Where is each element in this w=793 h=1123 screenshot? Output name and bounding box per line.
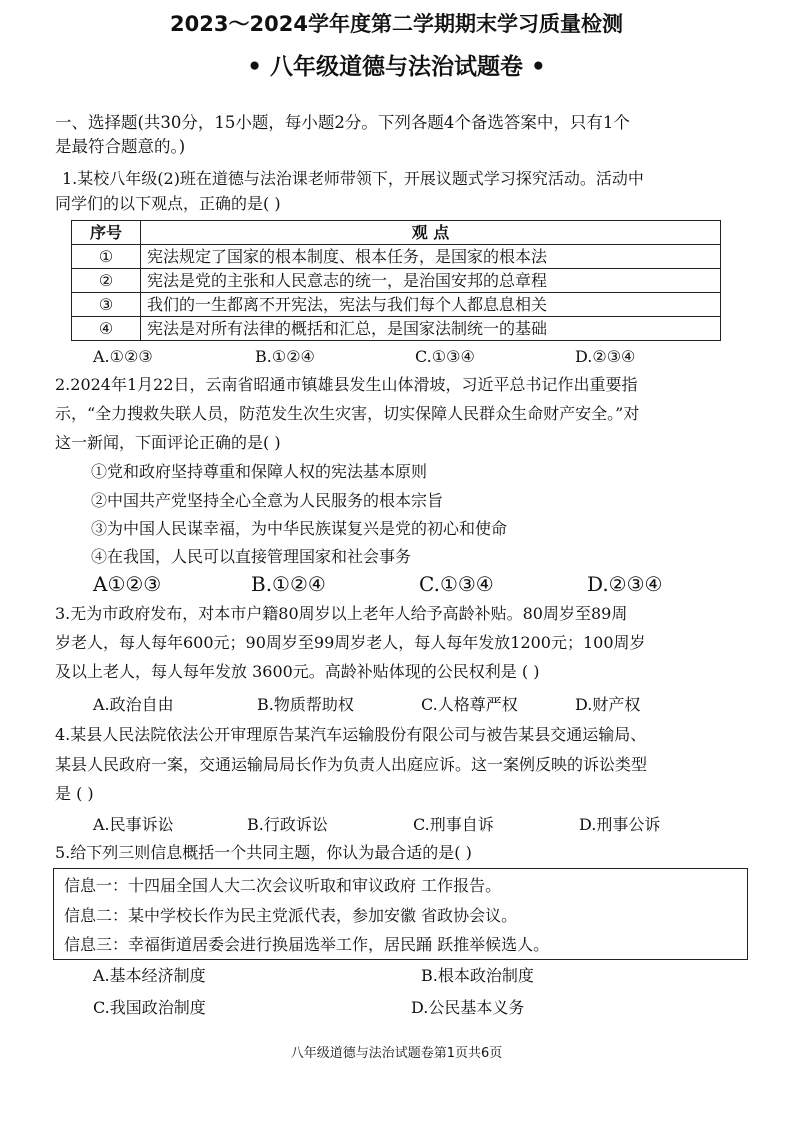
q5-option-b: B.根本政治制度 (421, 966, 534, 985)
row-number: ③ (72, 293, 141, 317)
q5-stem-line1: 5.给下列三则信息概括一个共同主题，你认为最合适的是( ) (55, 843, 472, 862)
row-text: 宪法是对所有法律的概括和汇总，是国家法制统一的基础 (141, 317, 721, 341)
row-text: 我们的一生都离不开宪法，宪法与我们每个人都息息相关 (141, 293, 721, 317)
row-text: 宪法规定了国家的根本制度、根本任务，是国家的根本法 (141, 245, 721, 269)
row-text: 宪法是党的主张和人民意志的统一，是治国安邦的总章程 (141, 269, 721, 293)
exam-subtitle: • 八年级道德与法治试题卷 • (247, 54, 546, 80)
q2-stem-line2: 示，“全力搜救失联人员，防范发生次生灾害，切实保障人民群众生命财产安全。”对 (55, 404, 640, 423)
q3-stem-line3: 及以上老人，每人每年发放 3600元。高龄补贴体现的公民权利是 ( ) (55, 662, 540, 681)
q5-option-c: C.我国政治制度 (93, 998, 206, 1017)
q1-stem-line2: 同学们的以下观点，正确的是( ) (55, 194, 281, 213)
table-header-number: 序号 (72, 221, 141, 245)
q4-option-c: C.刑事自诉 (413, 815, 494, 834)
q5-info-3: 信息三：幸福街道居委会进行换届选举工作，居民踊 跃推举候选人。 (64, 935, 550, 954)
section-heading-line1: 一、选择题(共30分，15小题，每小题2分。下列各题4个备选答案中，只有1个 (55, 113, 630, 132)
q4-option-d: D.刑事公诉 (579, 815, 661, 834)
q5-info-2: 信息二：某中学校长作为民主党派代表，参加安徽 省政协会议。 (64, 906, 518, 925)
table-row (72, 245, 721, 269)
q5-info-1: 信息一：十四届全国人大二次会议听取和审议政府 工作报告。 (64, 876, 502, 895)
table-row (72, 317, 721, 341)
q1-viewpoint-table (71, 220, 721, 341)
q2-option-a: A①②③ (93, 572, 162, 596)
q2-stem-line1: 2.2024年1月22日，云南省昭通市镇雄县发生山体滑坡，习近平总书记作出重要指 (55, 375, 638, 394)
q3-stem-line2: 岁老人，每人每年600元；90周岁至99周岁老人，每人每年发放1200元；100周岁 (55, 633, 646, 652)
q3-option-c: C.人格尊严权 (421, 695, 518, 714)
q2-statement-3: ③为中国人民谋幸福，为中华民族谋复兴是党的初心和使命 (91, 519, 508, 538)
q2-statement-2: ②中国共产党坚持全心全意为人民服务的根本宗旨 (91, 491, 444, 510)
q4-stem-line2: 某县人民政府一案，交通运输局局长作为负责人出庭应诉。这一案例反映的诉讼类型 (55, 755, 648, 774)
q4-option-a: A.民事诉讼 (93, 815, 174, 834)
q2-option-b: B.①②④ (251, 572, 326, 596)
q1-stem-line1: 1.某校八年级(2)班在道德与法治课老师带领下，开展议题式学习探究活动。活动中 (62, 169, 644, 188)
page-footer: 八年级道德与法治试题卷第1页共6页 (290, 1046, 503, 1061)
q3-stem-line1: 3.无为市政府发布，对本市户籍80周岁以上老年人给予高龄补贴。80周岁至89周 (55, 604, 628, 623)
q1-option-d: D.②③④ (575, 347, 636, 366)
q1-option-c: C.①③④ (415, 347, 475, 366)
q2-statement-4: ④在我国，人民可以直接管理国家和社会事务 (91, 547, 412, 566)
q2-option-c: C.①③④ (419, 572, 494, 596)
q5-option-a: A.基本经济制度 (93, 966, 206, 985)
table-row (72, 293, 721, 317)
q4-option-b: B.行政诉讼 (247, 815, 328, 834)
q3-option-a: A.政治自由 (93, 695, 174, 714)
table-header-row (72, 221, 721, 245)
q1-option-a: A.①②③ (93, 347, 153, 366)
table-row (72, 269, 721, 293)
row-number: ① (72, 245, 141, 269)
section-heading-line2: 是最符合题意的。) (55, 137, 186, 156)
table-header-viewpoint: 观 点 (141, 221, 721, 245)
q5-option-d: D.公民基本义务 (411, 998, 525, 1017)
q3-option-b: B.物质帮助权 (257, 695, 354, 714)
q4-stem-line1: 4.某县人民法院依法公开审理原告某汽车运输股份有限公司与被告某县交通运输局、 (55, 725, 647, 744)
q2-stem-line3: 这一新闻，下面评论正确的是( ) (55, 433, 281, 452)
q5-info-box (53, 868, 748, 960)
q2-option-d: D.②③④ (587, 572, 663, 596)
q4-stem-line3: 是 ( ) (55, 784, 94, 803)
row-number: ④ (72, 317, 141, 341)
q2-statement-1: ①党和政府坚持尊重和保障人权的宪法基本原则 (91, 462, 428, 481)
q1-option-b: B.①②④ (255, 347, 315, 366)
exam-title: 2023～2024学年度第二学期期末学习质量检测 (170, 12, 623, 36)
q3-option-d: D.财产权 (575, 695, 641, 714)
row-number: ② (72, 269, 141, 293)
